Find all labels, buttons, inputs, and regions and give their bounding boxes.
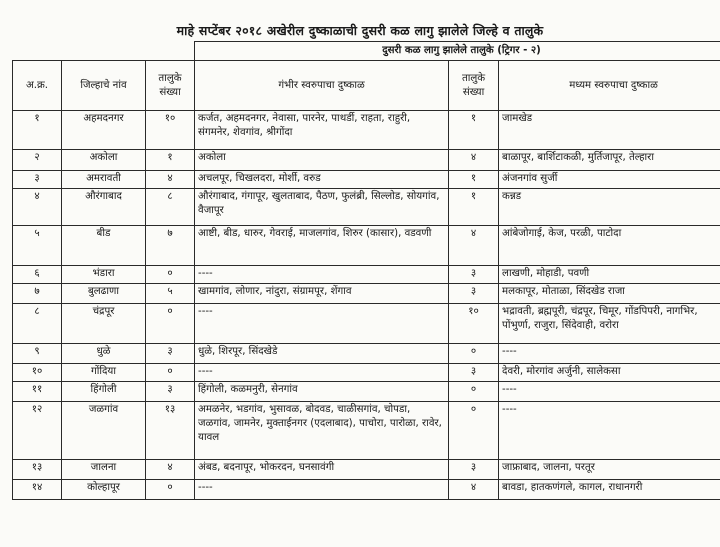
- district-cell: औरंगाबाद: [62, 189, 146, 226]
- moderate-cell: देवरी, मोरगांव अर्जुनी, सालेकसा: [499, 364, 720, 382]
- table-row: [13, 111, 720, 150]
- total-cell: ८: [146, 189, 195, 226]
- moderate-cell: बावडा, हातकणंगले, कागल, राधानगरी: [499, 480, 720, 500]
- district-cell: कोल्हापूर: [62, 480, 146, 500]
- district-cell: अहमदनगर: [62, 111, 146, 150]
- mod-count-cell: ३: [449, 266, 499, 284]
- mod-count-cell: १: [449, 111, 499, 150]
- severe-cell: ----: [195, 304, 449, 344]
- table-row: [13, 304, 720, 344]
- total-cell: ३: [146, 382, 195, 402]
- mod-count-cell: १०: [449, 304, 499, 344]
- mod-count-cell: ४: [449, 150, 499, 171]
- sr-cell: २: [13, 150, 62, 171]
- table-row: [13, 382, 720, 402]
- severe-cell: अंबड, बदनापूर, भोकरदन, घनसावंगी: [195, 460, 449, 480]
- table-row: [13, 364, 720, 382]
- district-cell: गोंदिया: [62, 364, 146, 382]
- moderate-cell: मलकापूर, मोताळा, सिंदखेड राजा: [499, 284, 720, 304]
- moderate-cell: अंजनगांव सुर्जी: [499, 171, 720, 189]
- mod-count-cell: ३: [449, 364, 499, 382]
- table-row: [13, 480, 720, 500]
- sr-cell: १३: [13, 460, 62, 480]
- sr-cell: १४: [13, 480, 62, 500]
- sr-cell: ७: [13, 284, 62, 304]
- table-row: [13, 226, 720, 266]
- severe-cell: धुळे, शिरपूर, सिंदखेडे: [195, 344, 449, 364]
- sr-cell: १२: [13, 402, 62, 460]
- severe-cell: ----: [195, 480, 449, 500]
- table-row: [13, 189, 720, 226]
- district-cell: बीड: [62, 226, 146, 266]
- mod-count-cell: ३: [449, 284, 499, 304]
- mod-count-cell: ४: [449, 226, 499, 266]
- table-row: [13, 284, 720, 304]
- table-row: [13, 171, 720, 189]
- mod-count-cell: ४: [449, 480, 499, 500]
- total-cell: १०: [146, 111, 195, 150]
- table-row: [13, 266, 720, 284]
- district-cell: जालना: [62, 460, 146, 480]
- district-cell: चंद्रपूर: [62, 304, 146, 344]
- total-cell: ०: [146, 266, 195, 284]
- mod-count-cell: ३: [449, 460, 499, 480]
- district-cell: अकोला: [62, 150, 146, 171]
- district-cell: भंडारा: [62, 266, 146, 284]
- severe-cell: अमळनेर, भडगांव, भुसावळ, बोदवड, चाळीसगांव, चोपडा, जळगांव, जामनेर, मुक्ताईनगर (एदलाबाद), पाचोरा, पारोळा, रावेर, यावल: [195, 402, 449, 460]
- mod-count-cell: १: [449, 189, 499, 226]
- taluka-count2-header: तालुके संख्या: [449, 61, 499, 111]
- header-row-top: [13, 42, 720, 61]
- moderate-cell: जाफ्राबाद, जालना, परतूर: [499, 460, 720, 480]
- total-cell: ५: [146, 284, 195, 304]
- table-row: [13, 150, 720, 171]
- total-cell: ४: [146, 460, 195, 480]
- sr-cell: ९: [13, 344, 62, 364]
- moderate-cell: भद्रावती, ब्रह्मपूरी, चंद्रपूर, चिमूर, गोंडपिपरी, नागभिर, पोंभुर्णा, राजुरा, सिंदेवाही, वरोरा: [499, 304, 720, 344]
- sr-cell: ६: [13, 266, 62, 284]
- severe-cell: कर्जत, अहमदनगर, नेवासा, पारनेर, पाथर्डी, राहता, राहुरी, संगमनेर, शेवगांव, श्रीगोंदा: [195, 111, 449, 150]
- page-title: माहे सप्टेंबर २०१८ अखेरील दुष्काळाची दुसरी कळ लागु झालेले जिल्हे व तालुके: [176, 23, 544, 38]
- district-cell: धुळे: [62, 344, 146, 364]
- trigger-header: दुसरी कळ लागु झालेले तालुके (ट्रिगर - २): [195, 42, 720, 61]
- mod-count-cell: ०: [449, 382, 499, 402]
- moderate-header: मध्यम स्वरुपाचा दुष्काळ: [499, 61, 720, 111]
- severe-cell: अचलपूर, चिखलदरा, मोर्शी, वरुड: [195, 171, 449, 189]
- severe-cell: ----: [195, 266, 449, 284]
- table-row: [13, 460, 720, 480]
- moderate-cell: बाळापूर, बार्शिटाकळी, मुर्तिजापूर, तेल्हारा: [499, 150, 720, 171]
- moderate-cell: आंबेजोगाई, केज, परळी, पाटोदा: [499, 226, 720, 266]
- severe-cell: ----: [195, 364, 449, 382]
- mod-count-cell: ०: [449, 344, 499, 364]
- sr-cell: ११: [13, 382, 62, 402]
- total-cell: ४: [146, 171, 195, 189]
- mod-count-cell: ०: [449, 402, 499, 460]
- moderate-cell: कन्नड: [499, 189, 720, 226]
- total-cell: ०: [146, 364, 195, 382]
- severe-cell: हिंगोली, कळमनुरी, सेनगांव: [195, 382, 449, 402]
- sr-cell: ४: [13, 189, 62, 226]
- total-cell: ७: [146, 226, 195, 266]
- mod-count-cell: १: [449, 171, 499, 189]
- total-cell: ०: [146, 304, 195, 344]
- sr-cell: १०: [13, 364, 62, 382]
- sr-cell: ८: [13, 304, 62, 344]
- severe-cell: खामगांव, लोणार, नांदुरा, संग्रामपूर, शेंगाव: [195, 284, 449, 304]
- severe-header: गंभीर स्वरुपाचा दुष्काळ: [195, 61, 449, 111]
- severe-cell: आष्टी, बीड, धारुर, गेवराई, माजलगांव, शिरुर (कासार), वडवणी: [195, 226, 449, 266]
- table-row: [13, 402, 720, 460]
- district-cell: जळगांव: [62, 402, 146, 460]
- sr-header: अ.क्र.: [13, 61, 62, 111]
- sr-cell: १: [13, 111, 62, 150]
- district-cell: हिंगोली: [62, 382, 146, 402]
- total-cell: ३: [146, 344, 195, 364]
- total-cell: १: [146, 150, 195, 171]
- moderate-cell: ----: [499, 344, 720, 364]
- district-header: जिल्हाचे नांव: [62, 61, 146, 111]
- header-row: [13, 61, 720, 111]
- total-cell: १३: [146, 402, 195, 460]
- moderate-cell: ----: [499, 382, 720, 402]
- drought-table: [12, 41, 720, 500]
- taluka-count-header: तालुके संख्या: [146, 61, 195, 111]
- sr-cell: ३: [13, 171, 62, 189]
- total-cell: ०: [146, 480, 195, 500]
- district-cell: अमरावती: [62, 171, 146, 189]
- table-row: [13, 344, 720, 364]
- district-cell: बुलढाणा: [62, 284, 146, 304]
- moderate-cell: ----: [499, 402, 720, 460]
- severe-cell: अकोला: [195, 150, 449, 171]
- sr-cell: ५: [13, 226, 62, 266]
- moderate-cell: लाखणी, मोहाडी, पवणी: [499, 266, 720, 284]
- moderate-cell: जामखेड: [499, 111, 720, 150]
- severe-cell: औरंगाबाद, गंगापूर, खुलताबाद, पैठण, फुलंब्री, सिल्लोड, सोयगांव, वैजापूर: [195, 189, 449, 226]
